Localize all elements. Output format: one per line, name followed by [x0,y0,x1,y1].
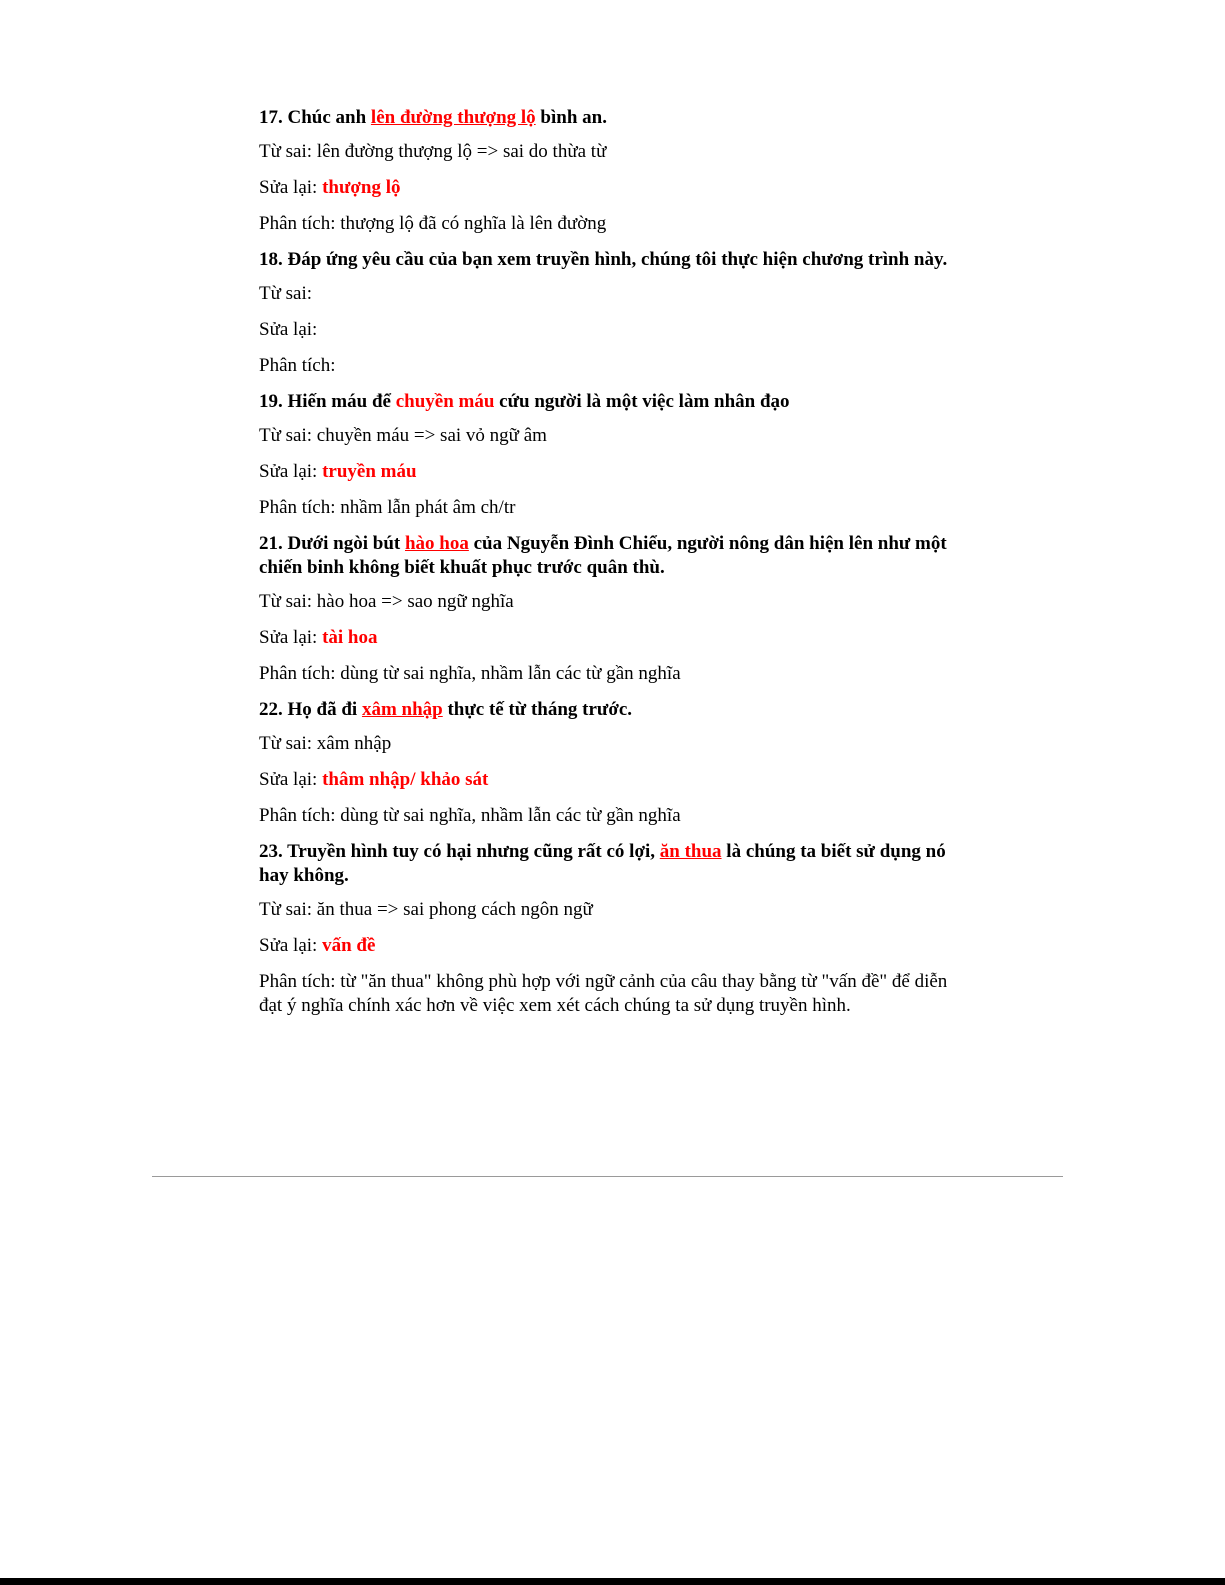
correction-line: Sửa lại: vấn đề [259,935,376,956]
correction-line: Sửa lại: thượng lộ [259,177,401,198]
question-23: 23. Truyền hình tuy có hại nhưng cũng rất có lợi, ăn thua là chúng ta biết sử dụng nó hay không. [259,841,946,886]
correction-line: Sửa lại: truyền máu [259,461,417,482]
error-phrase: ăn thua [659,841,722,862]
question-21: 21. Dưới ngòi bút hào hoa của Nguyễn Đình Chiểu, người nông dân hiện lên như một chiến binh không biết khuất phục trước quân thù. [259,533,947,578]
bottom-edge-bar [0,1578,1225,1585]
wrong-word-line: Từ sai: ăn thua => sai phong cách ngôn ngữ [259,899,593,920]
analysis-line: Phân tích: [259,355,336,376]
exercise-19 [259,390,949,520]
exercise-17 [259,106,949,236]
correction-line: Sửa lại: [259,319,318,340]
wrong-word-line: Từ sai: xâm nhập [259,733,392,754]
wrong-word-line: Từ sai: chuyền máu => sai vỏ ngữ âm [259,425,547,446]
wrong-word-line: Từ sai: [259,283,313,304]
correction-value: thâm nhập/ khảo sát [317,769,489,790]
exercise-18 [259,248,949,378]
analysis-line: Phân tích: từ "ăn thua" không phù hợp với ngữ cảnh của câu thay bằng từ "vấn đề" để diễn đạt ý nghĩa chính xác hơn về việc xem xét cách chúng ta sử dụng truyền hình. [259,971,948,1016]
analysis-line: Phân tích: thượng lộ đã có nghĩa là lên đường [259,213,607,234]
wrong-word-line: Từ sai: lên đường thượng lộ => sai do thừa từ [259,141,607,162]
error-phrase: chuyền máu [395,391,495,412]
page-separator-rule [152,1176,1063,1177]
correction-value: thượng lộ [317,177,401,198]
correction-value: tài hoa [317,627,378,648]
correction-value: truyền máu [317,461,417,482]
correction-line: Sửa lại: thâm nhập/ khảo sát [259,769,489,790]
correction-value: vấn đề [317,935,376,956]
error-phrase: xâm nhập [361,699,443,720]
wrong-word-line: Từ sai: hào hoa => sao ngữ nghĩa [259,591,514,612]
question-22: 22. Họ đã đi xâm nhập thực tế từ tháng trước. [259,699,633,720]
exercise-23 [259,840,949,1018]
error-phrase: lên đường thượng lộ [370,107,536,128]
question-18: 18. Đáp ứng yêu cầu của bạn xem truyền hình, chúng tôi thực hiện chương trình này. [259,249,948,270]
exercise-22 [259,698,949,828]
error-phrase: hào hoa [404,533,469,554]
analysis-line: Phân tích: dùng từ sai nghĩa, nhầm lẫn các từ gần nghĩa [259,805,681,826]
document-body [259,106,949,1030]
analysis-line: Phân tích: nhầm lẫn phát âm ch/tr [259,497,516,518]
analysis-line: Phân tích: dùng từ sai nghĩa, nhầm lẫn các từ gần nghĩa [259,663,681,684]
exercise-21 [259,532,949,686]
question-17: 17. Chúc anh lên đường thượng lộ bình an. [259,107,607,128]
correction-line: Sửa lại: tài hoa [259,627,378,648]
question-19: 19. Hiến máu để chuyền máu cứu người là một việc làm nhân đạo [259,391,790,412]
